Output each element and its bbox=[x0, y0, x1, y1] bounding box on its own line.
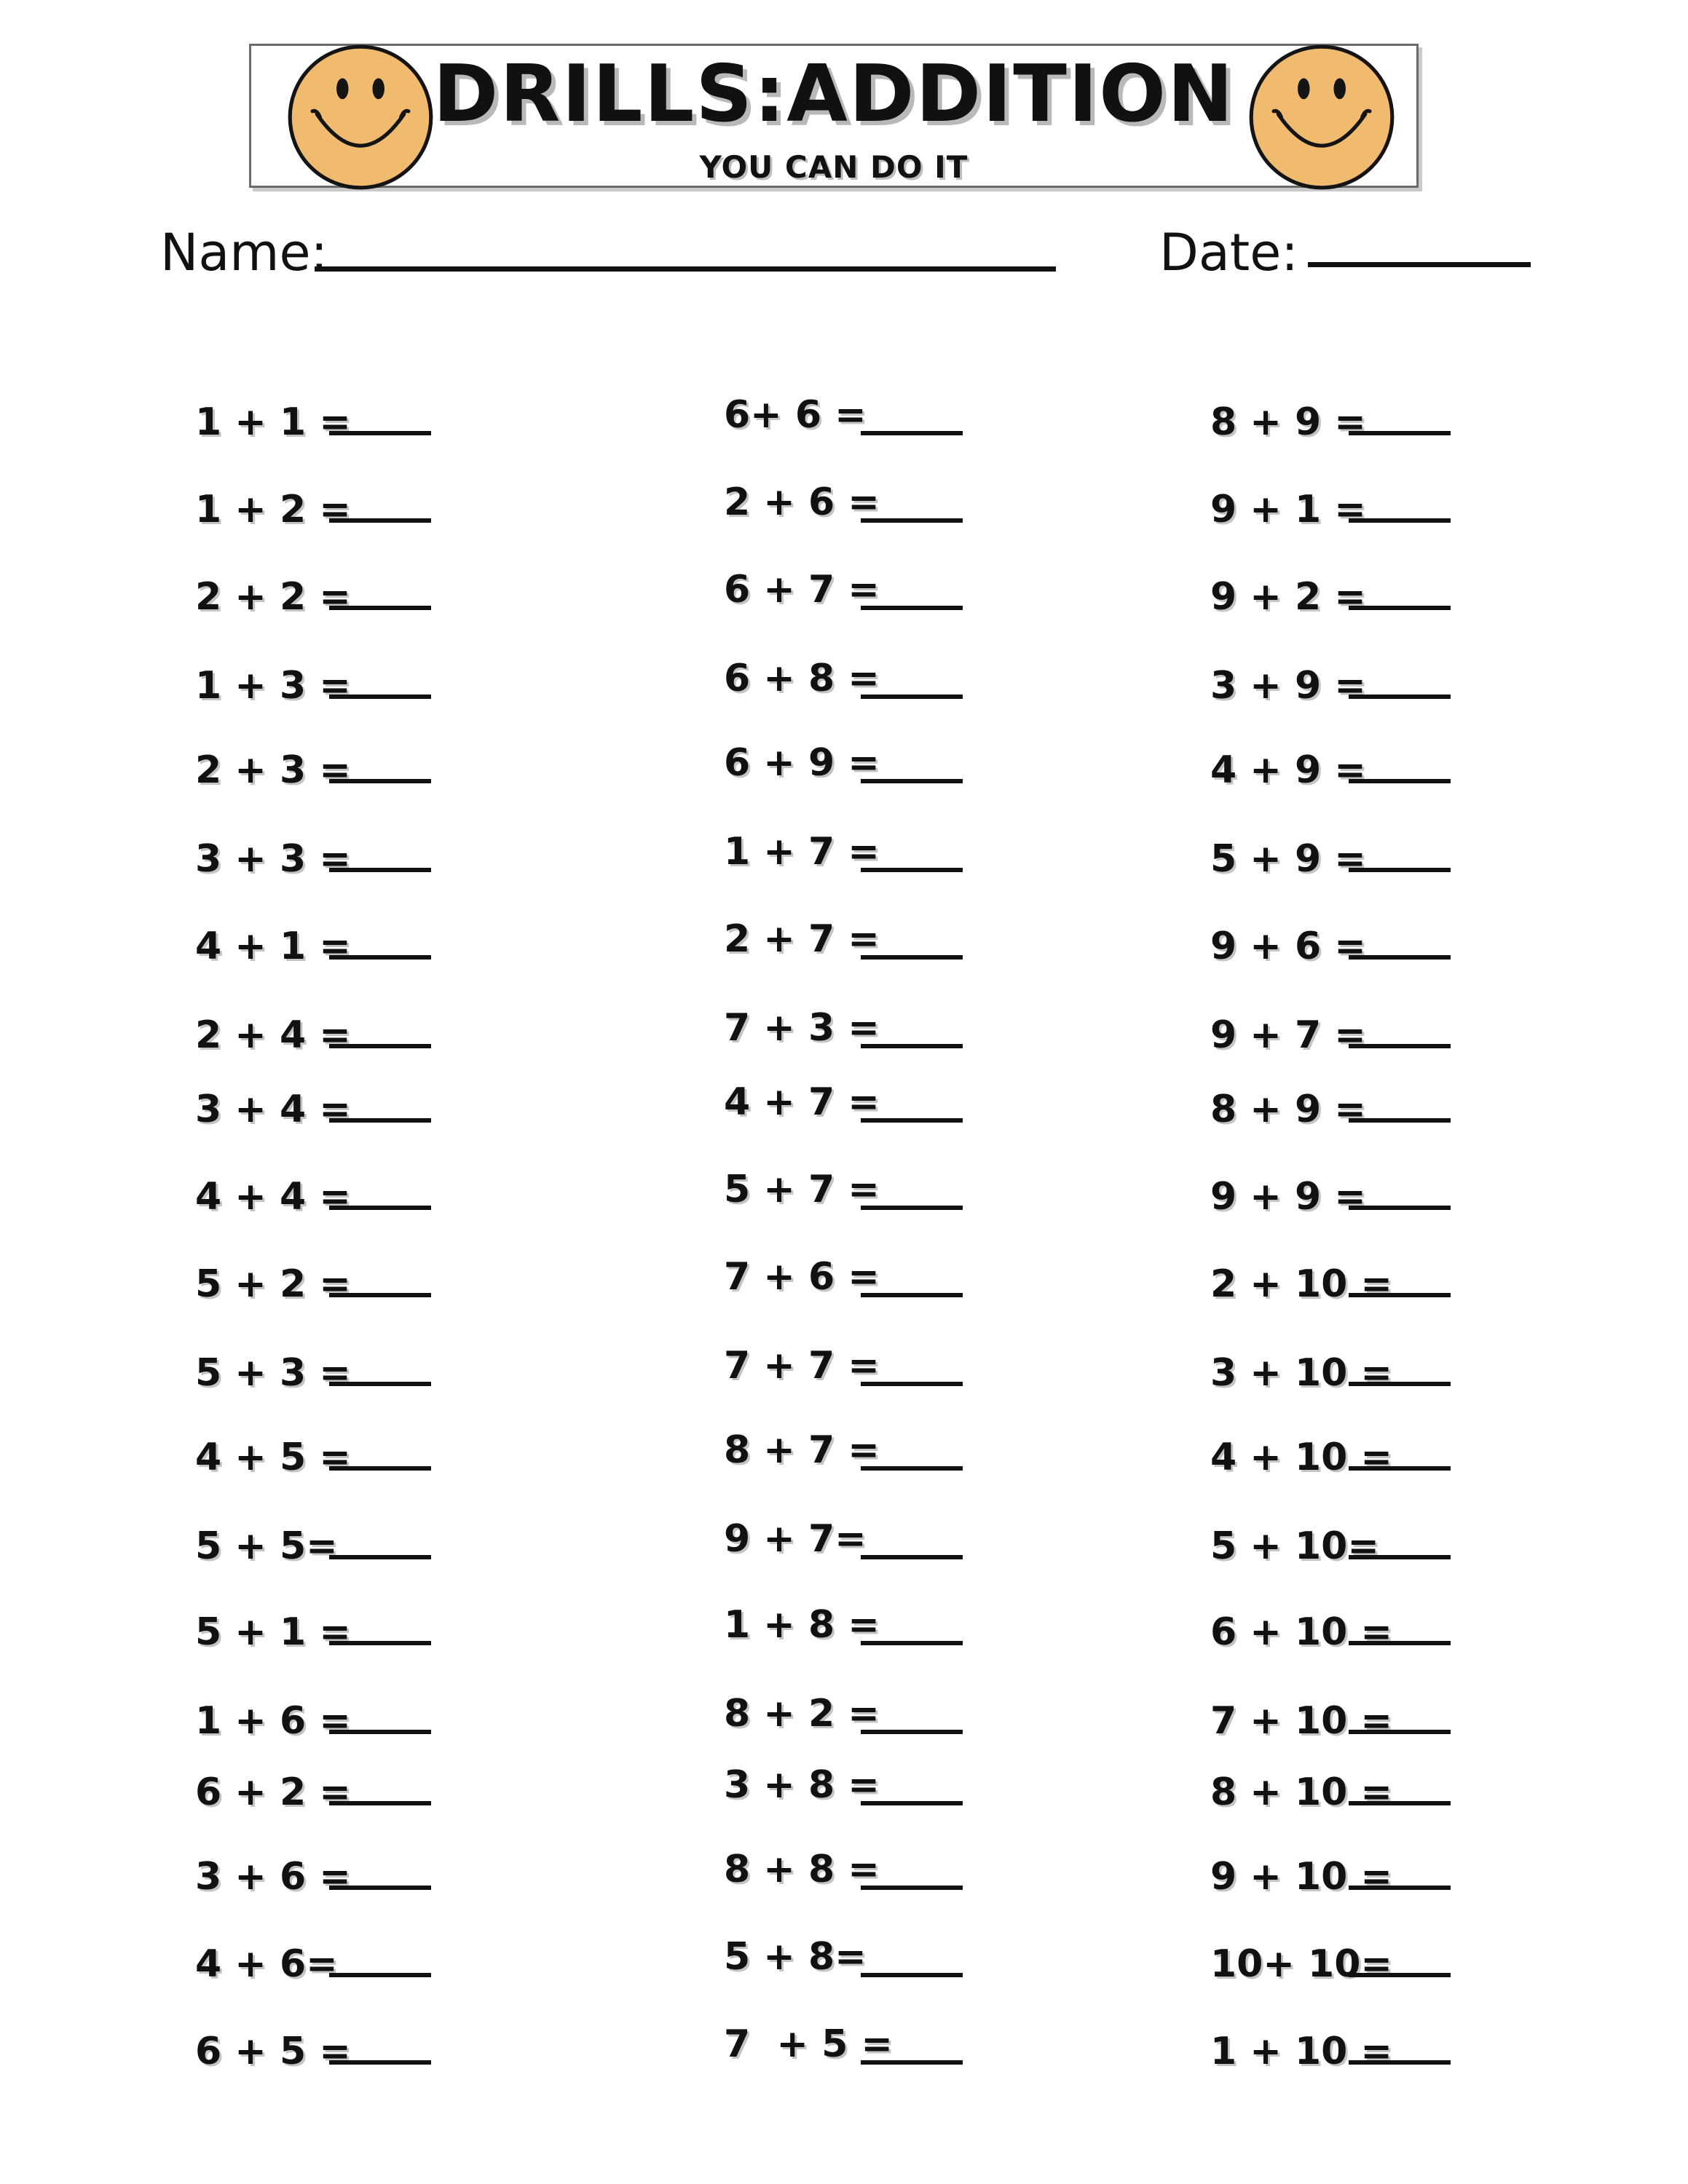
problem-equation: 8 + 8 = bbox=[724, 1848, 880, 1891]
answer-blank[interactable] bbox=[1349, 695, 1451, 699]
problem-equation: 2 + 3 = bbox=[195, 748, 351, 792]
name-label: Name: bbox=[160, 223, 328, 282]
answer-blank[interactable] bbox=[861, 518, 963, 523]
answer-blank[interactable] bbox=[861, 779, 963, 783]
problem-equation: 8 + 9 = bbox=[1210, 1088, 1366, 1131]
problem-equation: 5 + 7 = bbox=[724, 1168, 880, 1211]
problem-equation: 6 + 9 = bbox=[724, 741, 880, 785]
problem-equation: 8 + 7 = bbox=[724, 1428, 880, 1472]
problem-equation: 5 + 1 = bbox=[195, 1610, 351, 1654]
problem-equation: 3 + 9 = bbox=[1210, 664, 1366, 708]
answer-blank[interactable] bbox=[1349, 518, 1451, 523]
answer-blank[interactable] bbox=[1349, 868, 1451, 872]
problem-equation: 4 + 6= bbox=[195, 1942, 338, 1986]
answer-blank[interactable] bbox=[861, 1555, 963, 1559]
answer-blank[interactable] bbox=[1349, 1206, 1451, 1210]
answer-blank[interactable] bbox=[861, 1466, 963, 1471]
answer-blank[interactable] bbox=[1349, 606, 1451, 610]
answer-blank[interactable] bbox=[329, 779, 431, 783]
problem-equation: 2 + 4 = bbox=[195, 1013, 351, 1057]
problem-equation: 1 + 6 = bbox=[195, 1699, 351, 1743]
answer-blank[interactable] bbox=[1349, 1730, 1451, 1734]
problem-equation: 7 + 6 = bbox=[724, 1255, 880, 1299]
problem-equation: 6 + 5 = bbox=[195, 2030, 351, 2073]
answer-blank[interactable] bbox=[329, 1730, 431, 1734]
problem-equation: 3 + 8 = bbox=[724, 1763, 880, 1807]
problem-equation: 5 + 8= bbox=[724, 1935, 867, 1979]
answer-blank[interactable] bbox=[861, 955, 963, 960]
answer-blank[interactable] bbox=[861, 1293, 963, 1297]
answer-blank[interactable] bbox=[1349, 779, 1451, 783]
problem-equation: 6 + 7 = bbox=[724, 568, 880, 612]
problem-equation: 2 + 7 = bbox=[724, 917, 880, 961]
answer-blank[interactable] bbox=[1349, 1466, 1451, 1471]
problem-equation: 9 + 1 = bbox=[1210, 488, 1366, 531]
answer-blank[interactable] bbox=[861, 1206, 963, 1210]
answer-blank[interactable] bbox=[329, 1118, 431, 1123]
answer-blank[interactable] bbox=[1349, 1801, 1451, 1805]
answer-blank[interactable] bbox=[329, 2060, 431, 2065]
problem-equation: 5 + 5= bbox=[195, 1524, 338, 1568]
answer-blank[interactable] bbox=[861, 606, 963, 610]
problem-equation: 9 + 7= bbox=[724, 1517, 867, 1561]
answer-blank[interactable] bbox=[861, 1382, 963, 1386]
answer-blank[interactable] bbox=[861, 431, 963, 435]
smiley-face-icon bbox=[285, 42, 435, 192]
answer-blank[interactable] bbox=[329, 868, 431, 872]
problem-equation: 9 + 6 = bbox=[1210, 925, 1366, 968]
answer-blank[interactable] bbox=[329, 1555, 431, 1559]
answer-blank[interactable] bbox=[329, 606, 431, 610]
problem-equation: 7 + 5 = bbox=[724, 2022, 893, 2066]
answer-blank[interactable] bbox=[329, 955, 431, 960]
problem-equation: 2 + 2 = bbox=[195, 575, 351, 619]
answer-blank[interactable] bbox=[1349, 1382, 1451, 1386]
answer-blank[interactable] bbox=[329, 1801, 431, 1805]
answer-blank[interactable] bbox=[329, 1293, 431, 1297]
date-blank[interactable] bbox=[1308, 262, 1531, 267]
answer-blank[interactable] bbox=[861, 695, 963, 699]
answer-blank[interactable] bbox=[1349, 431, 1451, 435]
problem-equation: 4 + 9 = bbox=[1210, 748, 1366, 792]
answer-blank[interactable] bbox=[861, 1118, 963, 1123]
problem-equation: 1 + 7 = bbox=[724, 830, 880, 874]
problem-equation: 6 + 8 = bbox=[724, 657, 880, 700]
problem-equation: 7 + 7 = bbox=[724, 1344, 880, 1388]
problem-equation: 3 + 4 = bbox=[195, 1088, 351, 1131]
answer-blank[interactable] bbox=[1349, 1118, 1451, 1123]
answer-blank[interactable] bbox=[329, 695, 431, 699]
answer-blank[interactable] bbox=[329, 518, 431, 523]
answer-blank[interactable] bbox=[861, 1641, 963, 1645]
problem-equation: 6 + 2 = bbox=[195, 1770, 351, 1814]
problem-equation: 10+ 10= bbox=[1210, 1942, 1392, 1986]
problem-equation: 5 + 3 = bbox=[195, 1351, 351, 1395]
answer-blank[interactable] bbox=[861, 1730, 963, 1734]
answer-blank[interactable] bbox=[1349, 955, 1451, 960]
answer-blank[interactable] bbox=[329, 1382, 431, 1386]
answer-blank[interactable] bbox=[329, 1466, 431, 1471]
problem-equation: 4 + 7 = bbox=[724, 1080, 880, 1124]
problem-equation: 5 + 9 = bbox=[1210, 837, 1366, 881]
smiley-face-icon bbox=[1247, 42, 1397, 192]
worksheet-title: DRILLS:ADDITION bbox=[433, 49, 1235, 140]
answer-blank[interactable] bbox=[329, 1206, 431, 1210]
answer-blank[interactable] bbox=[861, 868, 963, 872]
problem-equation: 5 + 2 = bbox=[195, 1262, 351, 1306]
problem-equation: 1 + 2 = bbox=[195, 488, 351, 531]
answer-blank[interactable] bbox=[861, 2060, 963, 2065]
problem-equation: 4 + 4 = bbox=[195, 1175, 351, 1219]
problem-equation: 2 + 6 = bbox=[724, 480, 880, 524]
problem-equation: 4 + 1 = bbox=[195, 925, 351, 968]
problem-equation: 9 + 10 = bbox=[1210, 1855, 1392, 1899]
problem-equation: 7 + 3 = bbox=[724, 1006, 880, 1050]
problem-equation: 4 + 10 = bbox=[1210, 1436, 1392, 1479]
answer-blank[interactable] bbox=[329, 431, 431, 435]
problem-equation: 3 + 10 = bbox=[1210, 1351, 1392, 1395]
problem-equation: 1 + 3 = bbox=[195, 664, 351, 708]
problem-equation: 7 + 10 = bbox=[1210, 1699, 1392, 1743]
problem-equation: 6 + 10 = bbox=[1210, 1610, 1392, 1654]
problem-equation: 9 + 7 = bbox=[1210, 1013, 1366, 1057]
problem-equation: 9 + 9 = bbox=[1210, 1175, 1366, 1219]
problem-equation: 5 + 10= bbox=[1210, 1524, 1379, 1568]
problem-equation: 8 + 10 = bbox=[1210, 1770, 1392, 1814]
problem-equation: 4 + 5 = bbox=[195, 1436, 351, 1479]
problem-equation: 1 + 8 = bbox=[724, 1603, 880, 1647]
problem-equation: 9 + 2 = bbox=[1210, 575, 1366, 619]
name-blank[interactable] bbox=[315, 266, 1056, 272]
problem-equation: 3 + 6 = bbox=[195, 1855, 351, 1899]
problem-equation: 3 + 3 = bbox=[195, 837, 351, 881]
answer-blank[interactable] bbox=[1349, 1555, 1451, 1559]
problem-equation: 8 + 9 = bbox=[1210, 400, 1366, 444]
problem-equation: 6+ 6 = bbox=[724, 393, 867, 437]
answer-blank[interactable] bbox=[861, 1886, 963, 1890]
answer-blank[interactable] bbox=[861, 1801, 963, 1805]
answer-blank[interactable] bbox=[1349, 1886, 1451, 1890]
problem-equation: 1 + 10 = bbox=[1210, 2030, 1392, 2073]
worksheet-subtitle: YOU CAN DO IT bbox=[699, 149, 969, 185]
problem-equation: 2 + 10 = bbox=[1210, 1262, 1392, 1306]
problem-equation: 1 + 1 = bbox=[195, 400, 351, 444]
answer-blank[interactable] bbox=[329, 1641, 431, 1645]
answer-blank[interactable] bbox=[861, 1973, 963, 1977]
problem-equation: 8 + 2 = bbox=[724, 1692, 880, 1736]
date-label: Date: bbox=[1159, 223, 1298, 282]
answer-blank[interactable] bbox=[1349, 1044, 1451, 1048]
answer-blank[interactable] bbox=[861, 1044, 963, 1048]
answer-blank[interactable] bbox=[1349, 1641, 1451, 1645]
answer-blank[interactable] bbox=[1349, 2060, 1451, 2065]
answer-blank[interactable] bbox=[329, 1886, 431, 1890]
answer-blank[interactable] bbox=[329, 1973, 431, 1977]
answer-blank[interactable] bbox=[1349, 1293, 1451, 1297]
answer-blank[interactable] bbox=[1349, 1973, 1451, 1977]
answer-blank[interactable] bbox=[329, 1044, 431, 1048]
